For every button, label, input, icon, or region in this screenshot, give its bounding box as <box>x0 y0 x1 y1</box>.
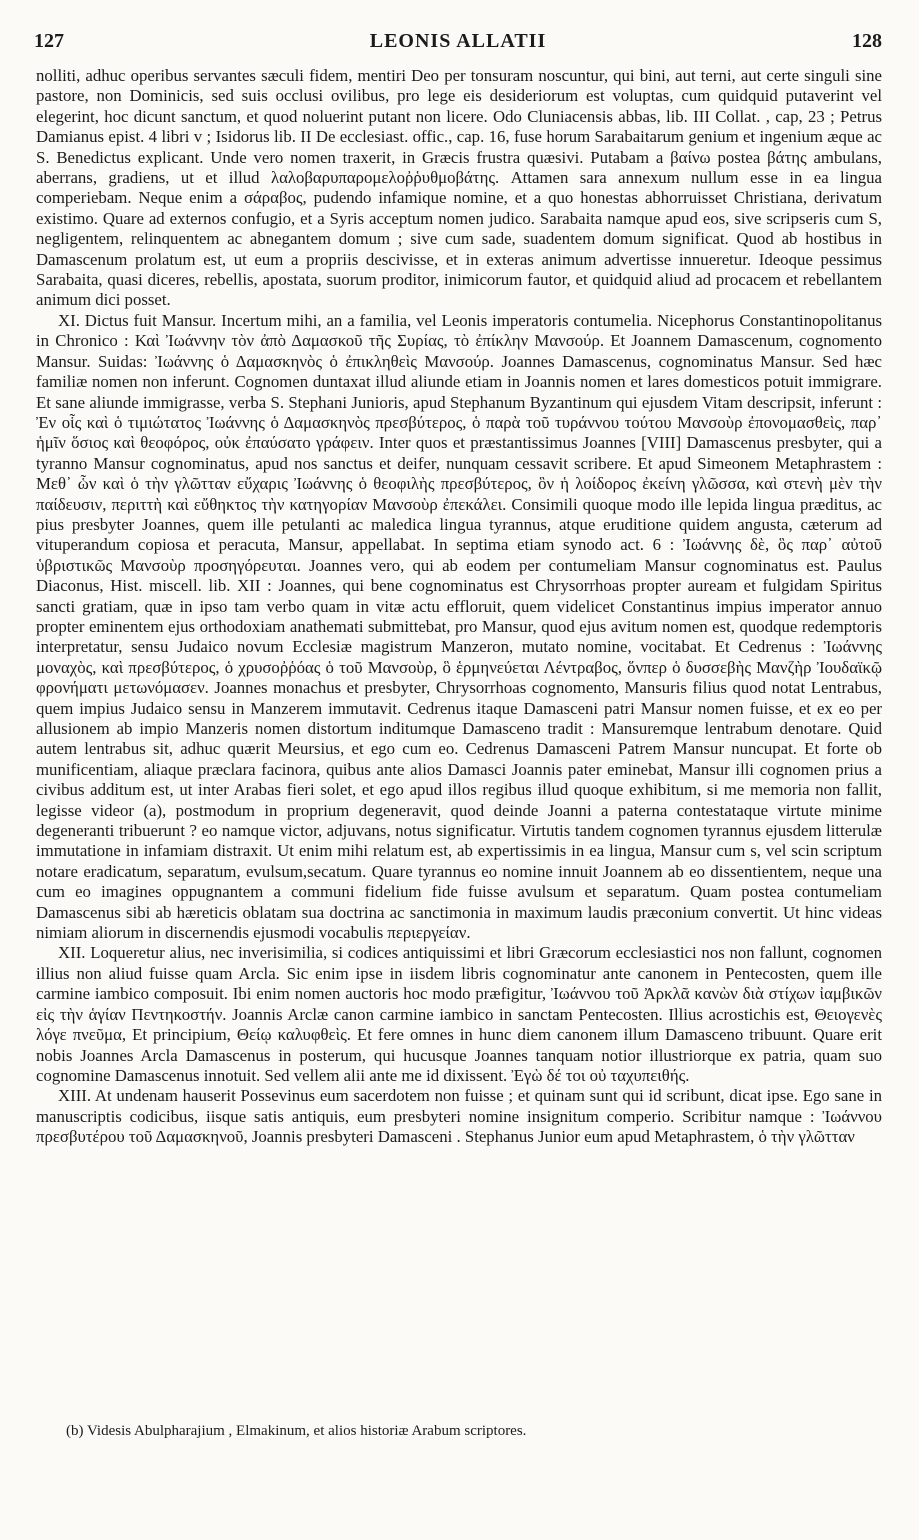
paragraph-continuation: nolliti, adhuc operibus servantes sæculi fidem, mentiri Deo per tonsuram noscuntur, qui bini, aut terni, aut certe singuli sine pastore, non Dominicis, sed suis occlusi ovilibus, pro lege eis desideriorum est voluptas, cum quidquid putaverint vel elegerint, hoc dicunt sanctum, et quod noluerint putant non licere. Odo Cluniacensis abbas, lib. III Collat. , cap, 23 ; Petrus Damianus epist. 4 libri v ; Isidorus lib. II De ecclesiast. offic., cap. 16, fuse horum Sarabaitarum genium et ingenium æque ac S. Benedictus explicant. Unde vero nomen traxerit, in Græcis frustra quæsivi. Putabam a βαίνω postea βάτης ambulans, aberrans, gradiens, ut et illud λαλοβαρυπαρομελοῤῥυθμοβάτης. Attamen sara annexum nullum esse in ea lingua comperiebam. Neque enim a σάραβος, pudendo infamique nomine, et a quo honestas abhorruisset Christiana, derivatum existimo. Quare ad externos confugio, et a Syris acceptum nomen judico. Sarabaita namque apud eos, sive scripseris cum S, negligentem, relinquentem ac abnegantem domum ; sive cum sade, suadentem domum significat. Quod ab hostibus in Damascenum prolatum est, ut eum a propriis descivisse, et in exteras animum advertisse innueretur. Ideoque pessimus Sarabaita, quasi diceres, rebellis, apostata, suorum proditor, inimicorum fautor, et quidquid aliud ad procacem et rebellantem animum dici posset. <box>36 66 882 310</box>
footnote: (b) Videsis Abulpharajium , Elmakinum, et alios historiæ Arabum scriptores. <box>66 1423 527 1439</box>
running-head: LEONIS ALLATII <box>369 30 547 52</box>
paragraph-xiii: XIII. At undenam hauserit Possevinus eum sacerdotem non fuisse ; et quinam sunt qui id scribunt, dicat ipse. Ego sane in manuscriptis codicibus, iisque satis antiquis, eum presbyteri nomine insignitum comperio. Scribitur namque : Ἰωάννου πρεσβυτέρου τοῦ Δαμασκηνοῦ, Joannis presbyteri Damasceni . Stephanus Junior eum apud Metaphrastem, ὁ τὴν γλῶτταν <box>36 1086 882 1147</box>
main-text <box>36 66 882 1148</box>
paragraph-xi: XI. Dictus fuit Mansur. Incertum mihi, an a familia, vel Leonis imperatoris contumelia. Nicephorus Constantinopolitanus in Chronico : Καὶ Ἰωάννην τὸν ἀπὸ Δαμασκοῦ τῆς Συρίας, τὸ ἐπίκλην Μανσούρ. Et Joannem Damascenum, cognomento Mansur. Suidas: Ἰωάννης ὁ Δαμασκηνὸς ὁ ἐπικληθεὶς Μανσούρ. Joannes Damascenus, cognominatus Mansur. Sed hæc familiæ nomen non inferunt. Cognomen duntaxat illud aliunde etiam in Joannis nomen et lares domesticos potuit immigrare. Et sane aliunde immigrasse, verba S. Stephani Junioris, apud Stephanum Byzantinum qui ejusdem Vitam descripsit, inferunt : Ἐν οἷς καὶ ὁ τιμιώτατος Ἰωάννης ὁ Δαμασκηνὸς πρεσβύτερος, ὁ παρὰ τοῦ τυράννου τούτου Μανσοὺρ ἐπονομασθεὶς, παρ᾽ ἡμῖν ὅσιος καὶ θεοφόρος, οὐκ ἐπαύσατο γράφειν. Inter quos et præstantissimus Joannes [VIII] Damascenus presbyter, qui a tyranno Mansur cognominatus, apud nos sanctus et deifer, nunquam cessavit scribere. Et apud Simeonem Metaphrastem : Μεθ᾽ ὧν καὶ ὁ τὴν γλῶτταν εὔχαρις Ἰωάννης ὁ θεοφιλὴς πρεσβύτερος, ὃν ἡ λοίδορος ἐκείνη γλῶσσα, καὶ στενὴ μὲν τὴν παίδευσιν, περιττὴ καὶ εὔθηκτος τὴν κατηγορίαν Μανσοὺρ ἐπεκάλει. Consimili quoque modo ille lepida lingua præditus, ac pius presbyter Joannes, quem ille petulanti ac maledica lingua tyrannus, atque eruditione quidem angusta, cæterum ad vituperandum copiosa et peracuta, Mansur, appellabat. In septima etiam synodo act. 6 : Ἰωάννης δὲ, ὃς παρ᾽ αὐτοῦ ὑβριστικῶς Μανσοὺρ προσηγόρευται. Joannes vero, qui ab eodem per contumeliam Mansur cognominatus est. Paulus Diaconus, Hist. miscell. lib. XII : Joannes, qui bene cognominatus est Chrysorrhoas propter auream et fulgidam Spiritus sancti gratiam, quæ in ipso tam verbo quam in vitæ actu effloruit, quem videlicet Constantinus impius imperator annuo propter eminentem ejus orthodoxiam anathemati submittebat, pro Mansur, quod ejus avitum nomen est, quodque redemptoris interpretatur, sensu Judaico novum Ecclesiæ magistrum Manzeron, mutato nomine, vocitabat. Et Cedrenus : Ἰωάννης μοναχὸς, καὶ πρεσβύτερος, ὁ χρυσοῤῥόας ὁ τοῦ Μανσοὺρ, ὃ ἑρμηνεύεται Λέντραβος, ὅνπερ ὁ δυσσεβὴς Μανζὴρ Ἰουδαϊκῷ φρονήματι μετωνόμασεν. Joannes monachus et presbyter, Chrysorrhoas cognomento, Mansuris filius quod notat Lentrabus, quem impius Judaico sensu in Manzerem immutavit. Cedrenus itaque Damasceni patri Mansur nomen fuisse, et ex eo per allusionem ab impio Manzeris nomen distortum inditumque Damasceno tradit : Mansuremque lentrabum denotare. Quid autem lentrabus sit, adhuc quærit Meursius, et ego cum eo. Cedrenus Damasceni Patrem Mansur nuncupat. Et forte ob munificentiam, aliaque præclara facinora, quibus ante alios Damasci Joannis pater eminebat, Mansur illi cognomen prius a civibus additum est, ut inter Arabas fieri solet, et ego apud illos regibus illud quoque exhibitum, si me memoria non fallit, legisse videor (a), postmodum in proprium degeneravit, quod deinde Joanni a paterna contestataque virtute minime degeneranti tribuerunt ? eo namque victor, adjuvans, notus significatur. Virtutis tandem cognomen tyrannus ejusdem litterulæ immutatione in infamiam distraxit. Ut enim mihi relatum est, ab expertissimis in ea lingua, Mansur cum s, vel scin scriptum notare eradicatum, separatum, evulsum,secatum. Quare tyrannus eo nomine innuit Joannem ab eo dissentientem, neque una cum eo imagines oppugnantem a communi fidelium fide fuisse avulsum et separatum. Quam postea contumeliam Damascenus sibi ab hæreticis oblatam sua doctrina ac sanctimonia in maximum laudis præconium convertit. Ut hinc videas nimiam aliorum in discernendis ejusmodi vocabulis περιεργείαν. <box>36 310 882 943</box>
paragraph-xii: XII. Loqueretur alius, nec inverisimilia, si codices antiquissimi et libri Græcorum ecclesiastici nos non fallunt, cognomen illius non aliud fuisse quam Arcla. Sic enim ipse in iisdem libris cognominatur ante canonem in Pentecosten, quem ille carmine iambico composuit. Ibi enim nomen auctoris hoc modo præfigitur, Ἰωάννου τοῦ Ἀρκλᾶ κανὼν διὰ στίχων ἰαμβικῶν εἰς τὴν ἁγίαν Πεντηκοστήν. Joannis Arclæ canon carmine iambico in sanctam Pentecosten. Illius acrostichis est, Θειογενὲς λόγε πνεῦμα, Et principium, Θείῳ καλυφθεὶς. Et fere omnes in hunc diem canonem illum Damasceno tribuunt. Quare erit nobis Joannes Arcla Damascenus in posterum, qui hucusque Joannes tanquam notior illustriorque ex patria, quam suo cognomine Damascenus innotuit. Sed vellem alii ante me id dixissent. Ἐγὼ δέ τοι οὐ ταχυπειθής. <box>36 943 882 1085</box>
page-number-left: 127 <box>34 30 64 52</box>
page-number-right: 128 <box>852 30 882 52</box>
page-header <box>34 30 882 60</box>
